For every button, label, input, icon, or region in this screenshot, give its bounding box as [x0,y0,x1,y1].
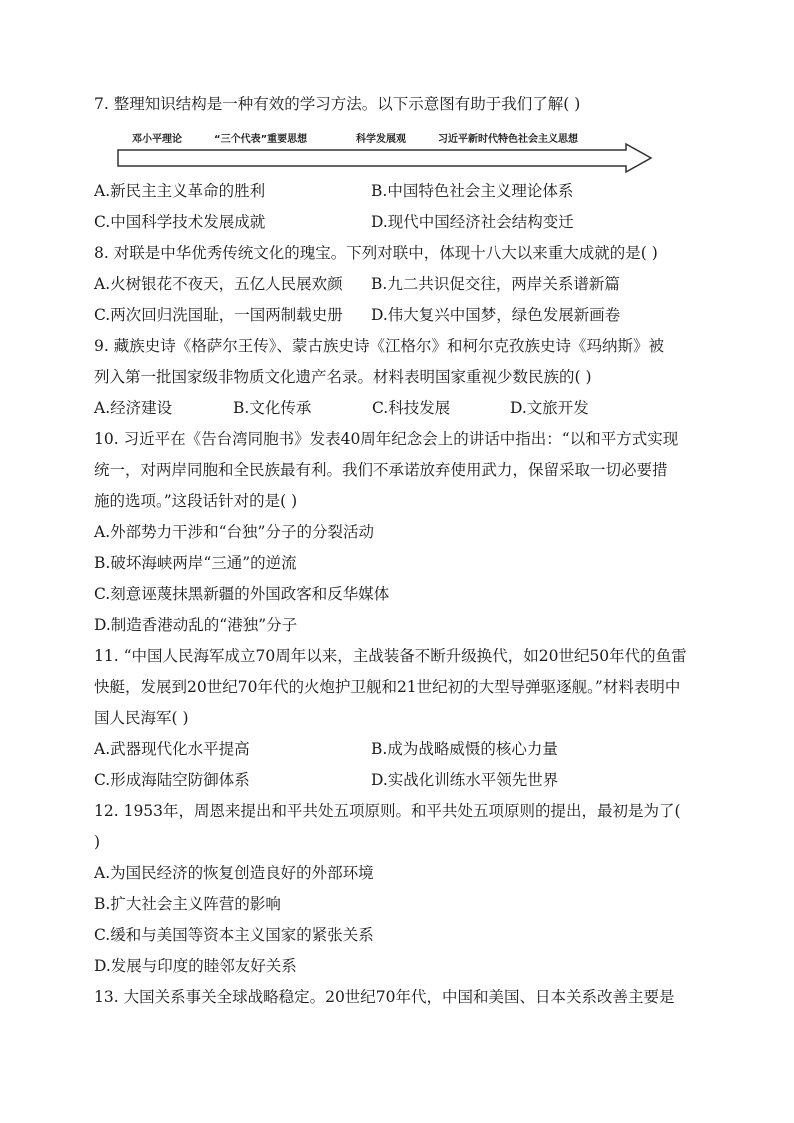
question-7-stem: 7. 整理知识结构是一种有效的学习方法。以下示意图有助于我们了解( ) [94,95,581,113]
option-a[interactable]: A.新民主主义革命的胜利 [94,182,266,200]
question-8-options-row-1 [94,272,710,296]
timeline-label-1: 邓小平理论 [132,134,182,145]
question-10-option-c[interactable]: C.刻意诬蔑抹黑新疆的外国政客和反华媒体 [94,585,390,603]
question-10-option-b[interactable]: B.破坏海峡两岸“三通”的逆流 [94,554,297,572]
option-a[interactable]: A.武器现代化水平提高 [94,740,250,758]
question-10-option-a[interactable]: A.外部势力干涉和“台独”分子的分裂活动 [94,523,374,541]
question-10-stem-line-1: 10. 习近平在《告台湾同胞书》发表40周年纪念会上的讲话中指出：“以和平方式实现 [94,430,679,448]
question-12-option-c[interactable]: C.缓和与美国等资本主义国家的紧张关系 [94,926,374,944]
option-b[interactable]: B.九二共识促交往，两岸关系谱新篇 [371,275,620,293]
option-b[interactable]: B.中国特色社会主义理论体系 [371,182,574,200]
document-page [94,0,710,1123]
timeline-label-4: 习近平新时代特色社会主义思想 [438,134,578,145]
question-9-options [94,396,710,420]
option-d[interactable]: D.伟大复兴中国梦，绿色发展新画卷 [371,306,621,324]
question-11-stem-line-3: 国人民海军( ) [94,709,189,727]
question-12-option-b[interactable]: B.扩大社会主义阵营的影响 [94,895,281,913]
question-12-option-a[interactable]: A.为国民经济的恢复创造良好的外部环境 [94,864,374,882]
option-c[interactable]: C.形成海陆空防御体系 [94,771,250,789]
option-b[interactable]: B.成为战略威慑的核心力量 [371,740,558,758]
question-12-stem-line-1: 12. 1953年，周恩来提出和平共处五项原则。和平共处五项原则的提出，最初是为了( [94,802,681,820]
timeline-label-3: 科学发展观 [356,134,406,145]
option-d[interactable]: D.实战化训练水平领先世界 [371,771,559,789]
option-c[interactable]: C.两次回归洗国耻，一国两制载史册 [94,306,343,324]
question-8-options-row-2 [94,303,710,327]
question-12-option-d[interactable]: D.发展与印度的睦邻友好关系 [94,957,297,975]
question-10-stem-line-2: 统一，对两岸同胞和全民族最有利。我们不承诺放弃使用武力，保留采取一切必要措 [94,461,668,479]
question-11-options-row-2 [94,768,710,792]
option-a[interactable]: A.火树银花不夜天，五亿人民展欢颜 [94,275,343,293]
question-11-stem-line-2: 快艇，发展到20世纪70年代的火炮护卫舰和21世纪初的大型导弹驱逐舰。”材料表明中 [94,678,681,696]
question-11-options-row-1 [94,737,710,761]
theory-timeline-diagram [116,122,656,174]
question-9-stem-line-1: 9. 藏族史诗《格萨尔王传》、蒙古族史诗《江格尔》和柯尔克孜族史诗《玛纳斯》被 [94,337,664,355]
timeline-label-2: “三个代表”重要思想 [214,134,308,145]
question-8-stem: 8. 对联是中华优秀传统文化的瑰宝。下列对联中，体现十八大以来重大成就的是( ) [94,244,658,262]
option-d[interactable]: D.现代中国经济社会结构变迁 [371,213,574,231]
option-b[interactable]: B.文化传承 [233,399,312,417]
question-12-stem-line-2: ) [94,833,101,851]
question-10-option-d[interactable]: D.制造香港动乱的“港独”分子 [94,616,298,634]
option-a[interactable]: A.经济建设 [94,399,173,417]
option-d[interactable]: D.文旅开发 [510,399,589,417]
question-7-options-row-1 [94,179,710,203]
question-7-options-row-2 [94,210,710,234]
question-13-stem-line-1: 13. 大国关系事关全球战略稳定。20世纪70年代，中国和美国、日本关系改善主要是 [94,988,675,1006]
question-9-stem-line-2: 列入第一批国家级非物质文化遗产名录。材料表明国家重视少数民族的( ) [94,368,592,386]
question-10-stem-line-3: 施的选项。”这段话针对的是( ) [94,492,298,510]
option-c[interactable]: C.科技发展 [372,399,451,417]
question-11-stem-line-1: 11. “中国人民海军成立70周年以来，主战装备不断升级换代，如20世纪50年代的鱼雷 [94,647,687,665]
option-c[interactable]: C.中国科学技术发展成就 [94,213,266,231]
